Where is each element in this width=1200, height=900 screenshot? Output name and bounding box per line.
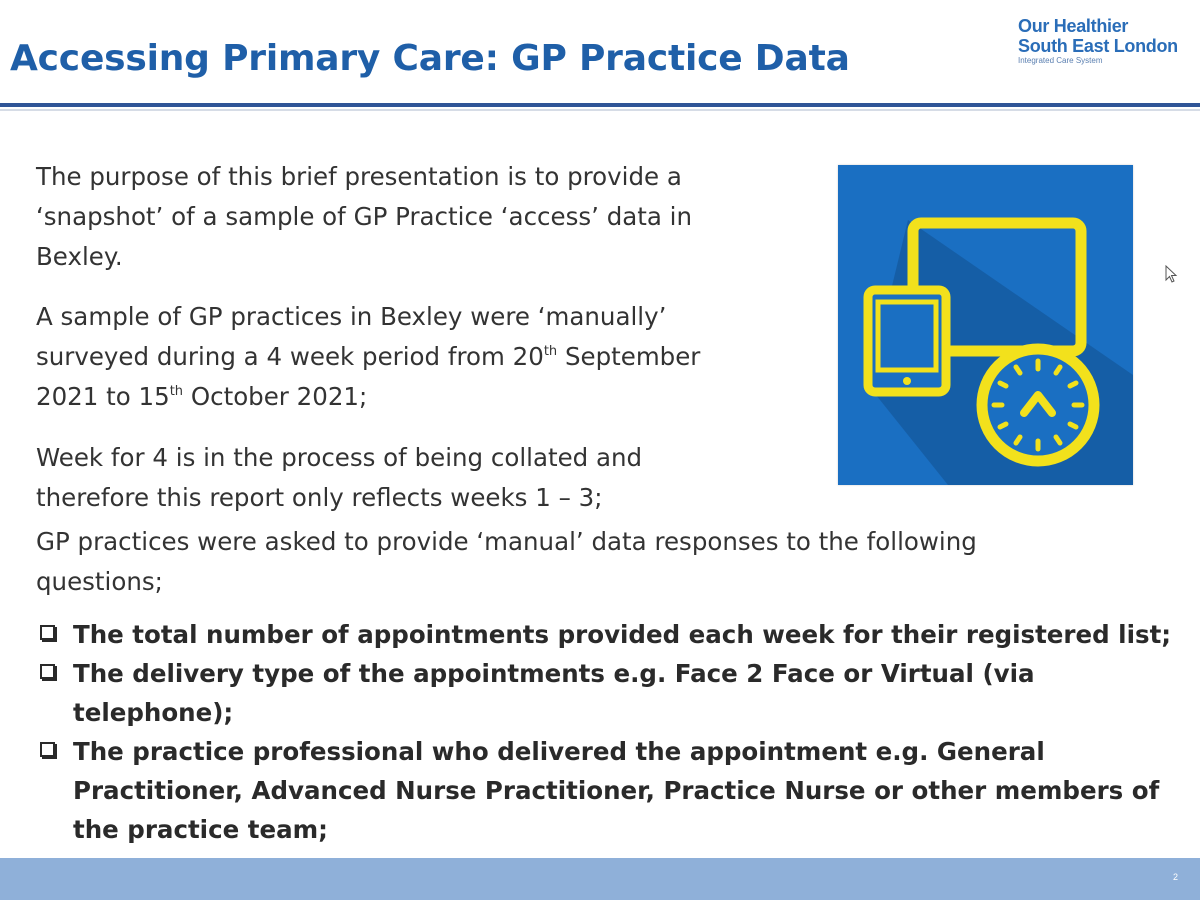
question-line: the practice team; (73, 815, 328, 844)
logo-line-2: South East London (1018, 36, 1178, 56)
survey-line: 2021 to 15th October 2021; (36, 382, 368, 411)
status-paragraph (36, 438, 642, 518)
intro-paragraph (36, 157, 692, 277)
question-item (40, 615, 1171, 654)
devices-clock-icon (838, 165, 1133, 485)
intro-line: The purpose of this brief presentation is to provide a (36, 162, 682, 191)
checkbox-bullet-icon (40, 664, 55, 679)
phone-screen (878, 302, 936, 370)
questions-intro-line: GP practices were asked to provide ‘manual’ data responses to the following (36, 527, 977, 556)
checkbox-bullet-icon (40, 625, 55, 640)
status-line: Week for 4 is in the process of being collated and (36, 443, 643, 472)
logo-line-1: Our Healthier (1018, 16, 1129, 36)
question-item (40, 654, 1171, 732)
logo-line-3: Integrated Care System (1018, 56, 1103, 65)
question-line: telephone); (73, 698, 234, 727)
question-list (40, 615, 1171, 849)
slide-footer (0, 858, 1200, 900)
survey-line: surveyed during a 4 week period from 20th September (36, 342, 701, 371)
status-line: therefore this report only reflects weeks 1 – 3; (36, 483, 603, 512)
header-divider-shadow (0, 109, 1200, 111)
header-divider (0, 103, 1200, 107)
survey-paragraph (36, 297, 700, 417)
checkbox-bullet-icon (40, 742, 55, 757)
intro-line: ‘snapshot’ of a sample of GP Practice ‘access’ data in (36, 202, 692, 231)
question-line: The practice professional who delivered the appointment e.g. General (73, 737, 1045, 766)
question-line: Practitioner, Advanced Nurse Practitioner, Practice Nurse or other members of (73, 776, 1160, 805)
survey-line: A sample of GP practices in Bexley were ‘manually’ (36, 302, 667, 331)
ics-logo (1018, 16, 1188, 66)
questions-intro-paragraph (36, 522, 977, 602)
intro-line: Bexley. (36, 242, 123, 271)
phone-button (903, 377, 911, 385)
slide-title: Accessing Primary Care: GP Practice Data (10, 38, 850, 79)
question-line: The total number of appointments provided each week for their registered list; (73, 620, 1172, 649)
devices-clock-illustration (838, 165, 1133, 485)
questions-intro-line: questions; (36, 567, 163, 596)
question-item (40, 732, 1171, 849)
page-number: 2 (1172, 872, 1178, 882)
mouse-cursor-icon (1165, 265, 1179, 285)
question-line: The delivery type of the appointments e.g. Face 2 Face or Virtual (via (73, 659, 1035, 688)
